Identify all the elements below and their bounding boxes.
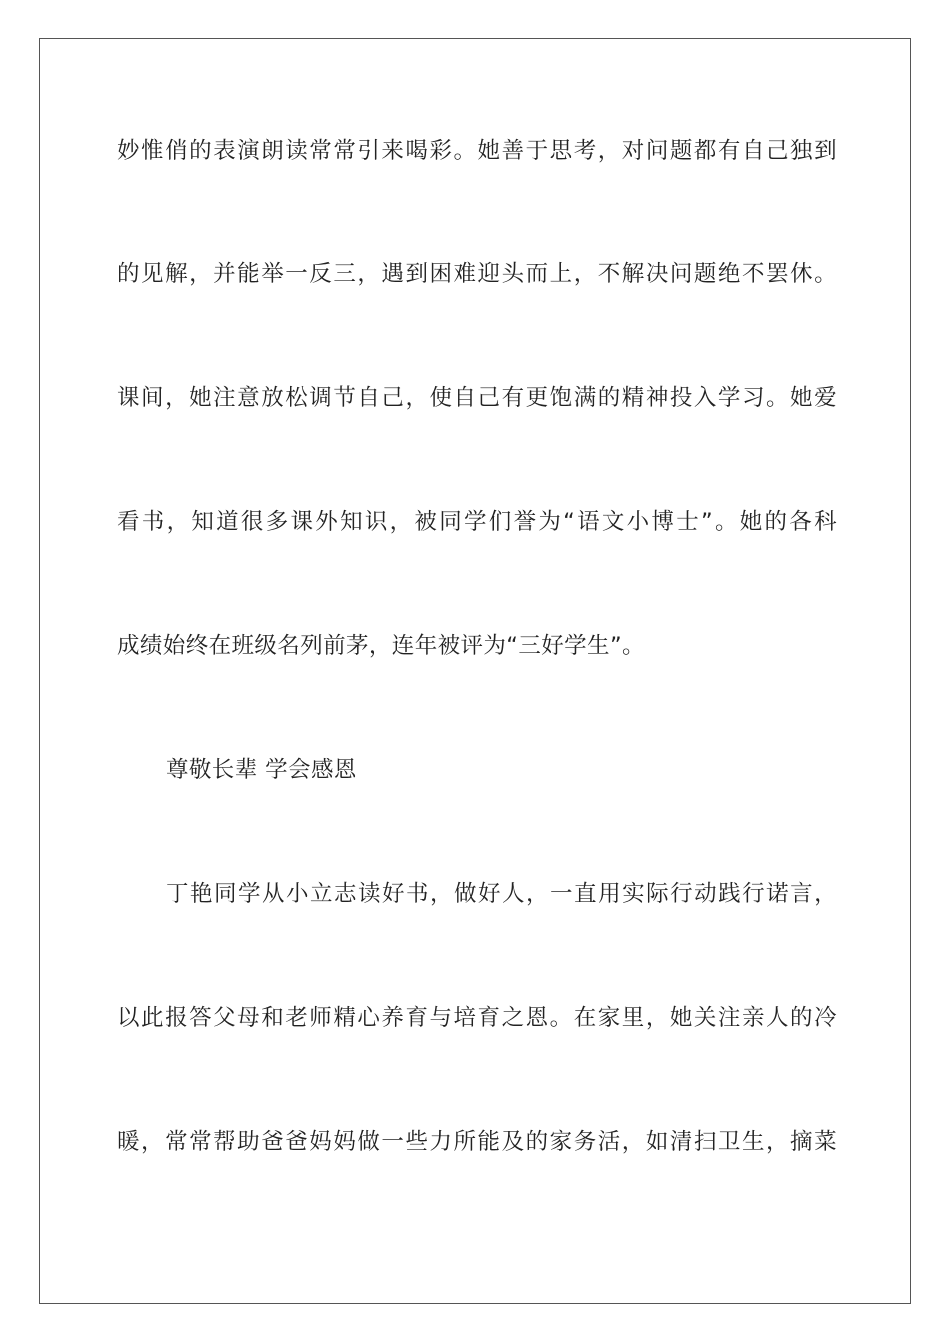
paragraph-line: 妙惟俏的表演朗读常常引来喝彩。她善于思考，对问题都有自己独到	[117, 138, 837, 164]
paragraph-line: 课间，她注意放松调节自己，使自己有更饱满的精神投入学习。她爱	[117, 385, 837, 411]
section-heading: 尊敬长辈 学会感恩	[166, 757, 357, 783]
paragraph-line: 的见解，并能举一反三，遇到困难迎头而上，不解决问题绝不罢休。	[117, 261, 837, 287]
paragraph-line: 看书，知道很多课外知识，被同学们誉为“语文小博士”。她的各科	[117, 509, 837, 535]
page-frame	[39, 38, 911, 1304]
paragraph-line: 以此报答父母和老师精心养育与培育之恩。在家里，她关注亲人的冷	[117, 1005, 837, 1031]
paragraph-line: 暖，常常帮助爸爸妈妈做一些力所能及的家务活，如清扫卫生，摘菜	[117, 1129, 837, 1155]
paragraph-line: 丁艳同学从小立志读好书，做好人，一直用实际行动践行诺言，	[166, 881, 837, 907]
paragraph-line: 成绩始终在班级名列前茅，连年被评为“三好学生”。	[117, 633, 645, 659]
